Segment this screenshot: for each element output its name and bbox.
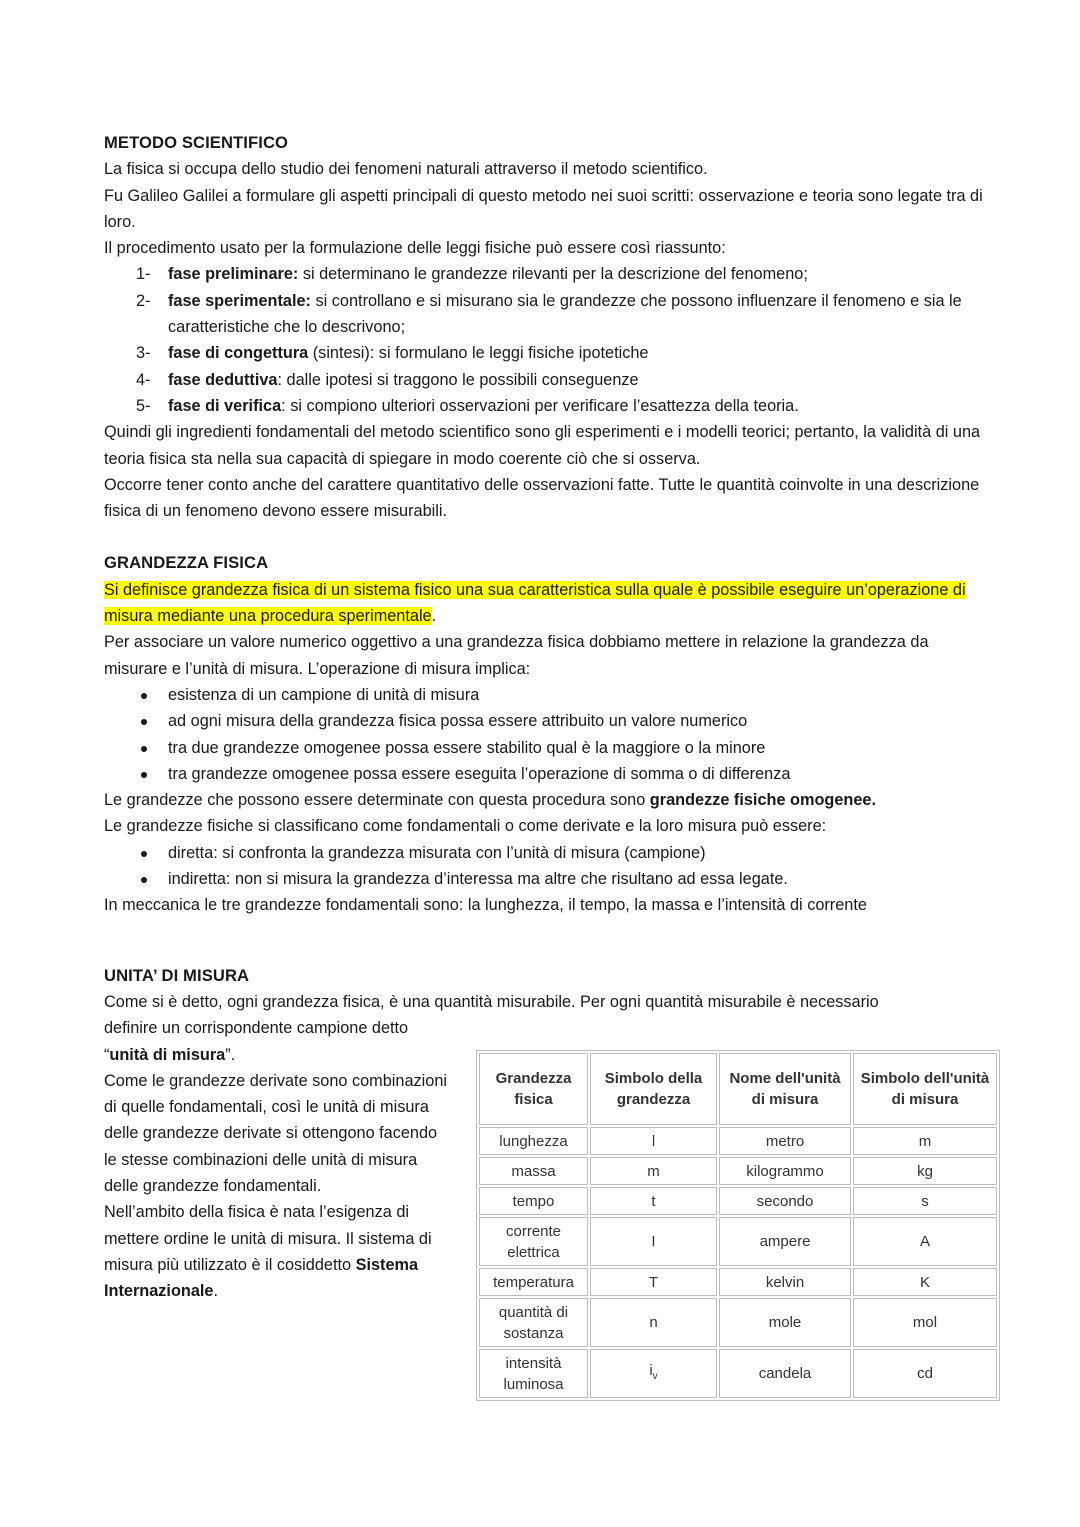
table-cell: kilogrammo (719, 1157, 851, 1185)
table-cell: lunghezza (479, 1127, 588, 1155)
bullet-icon (141, 746, 147, 752)
step-text: : si compiono ulteriori osservazioni per verificare l’esattezza della teoria. (281, 396, 799, 415)
table-header-row (479, 1053, 997, 1125)
table-cell: kg (853, 1157, 997, 1185)
table-row (479, 1268, 997, 1296)
bullet-text: tra grandezze omogenee possa essere eseguita l’operazione di somma o di differenza (168, 764, 791, 783)
table-cell: corrente elettrica (479, 1217, 588, 1266)
unit-text-column (104, 1015, 454, 1304)
units-table (476, 1050, 1000, 1401)
bullet-icon (141, 772, 147, 778)
table-cell: quantità di sostanza (479, 1298, 588, 1347)
table-cell: metro (719, 1127, 851, 1155)
table-cell: temperatura (479, 1268, 588, 1296)
bold-term: unità di misura (109, 1045, 226, 1064)
paragraph: definire un corrispondente campione detto (104, 1019, 409, 1038)
paragraph: Fu Galileo Galilei a formulare gli aspetti principali di questo metodo nei suoi scritti: osservazione e teoria sono legate tra di loro. (104, 186, 983, 231)
list-item (104, 708, 984, 734)
paragraph: In meccanica le tre grandezze fondamentali sono: la lunghezza, il tempo, la massa e l’intensità di corrente (104, 896, 867, 915)
paragraph: Quindi gli ingredienti fondamentali del metodo scientifico sono gli esperimenti e i modelli teorici; pertanto, la validità di una teoria fisica sta nella sua capacità di spiegare in modo coerente ciò che si osserva. (104, 423, 981, 468)
step-label: fase deduttiva (168, 370, 278, 389)
list-item (104, 288, 984, 341)
step-label: fase sperimentale: (168, 291, 311, 310)
table-cell: mole (719, 1298, 851, 1347)
definition-paragraph (104, 577, 984, 630)
list-item (104, 840, 984, 866)
step-text: (sintesi): si formulano le leggi fisiche ipotetiche (308, 344, 649, 363)
table-cell: s (853, 1187, 997, 1215)
table-cell: tempo (479, 1187, 588, 1215)
table-cell: t (590, 1187, 717, 1215)
table-row (479, 1298, 997, 1347)
bullet-list (104, 682, 984, 787)
paragraph-text: Le grandezze che possono essere determinate con questa procedura sono (104, 791, 650, 810)
table-cell: candela (719, 1349, 851, 1398)
table-cell (590, 1349, 717, 1398)
step-text: si controllano e si misurano sia le grandezze che possono influenzare il fenomeno e sia le caratteristiche che lo descrivono; (168, 291, 962, 337)
list-item (104, 735, 984, 761)
table-row (479, 1157, 997, 1185)
list-item (104, 866, 984, 892)
table-cell: I (590, 1217, 717, 1266)
table-cell: K (853, 1268, 997, 1296)
paragraph: Come si è detto, ogni grandezza fisica, è una quantità misurabile. Per ogni quantità misurabile è necessario (104, 992, 879, 1011)
table-cell: n (590, 1298, 717, 1347)
bullet-text: indiretta: non si misura la grandezza d’interessa ma altre che risultano ad essa legate. (168, 870, 788, 889)
list-number: 1- (136, 265, 151, 284)
bullet-icon (141, 877, 147, 883)
table-cell: cd (853, 1349, 997, 1398)
paragraph: La fisica si occupa dello studio dei fenomeni naturali attraverso il metodo scientifico. (104, 160, 708, 179)
quote: ”. (225, 1045, 236, 1064)
period: . (431, 607, 437, 626)
paragraph (104, 787, 984, 813)
paragraph: Il procedimento usato per la formulazione delle leggi fisiche può essere così riassunto: (104, 239, 726, 258)
bullet-text: esistenza di un campione di unità di misura (168, 685, 480, 704)
paragraph: Occorre tener conto anche del carattere quantitativo delle osservazioni fatte. Tutte le quantità coinvolte in una descrizione fisica di un fenomeno devono essere misurabili. (104, 475, 980, 521)
table-header: Simbolo della grandezza (590, 1053, 717, 1125)
section-title-grandezza: GRANDEZZA FISICA (104, 553, 269, 573)
table-row (479, 1217, 997, 1266)
list-number: 5- (136, 396, 151, 415)
bold-term: Sistema Internazionale (104, 1255, 419, 1301)
table-cell: mol (853, 1298, 997, 1347)
bullet-text: tra due grandezze omogenee possa essere stabilito qual è la maggiore o la minore (168, 738, 766, 757)
bold-term: grandezze fisiche omogenee. (649, 791, 876, 810)
table-header: Grandezza fisica (479, 1053, 588, 1125)
bullet-icon (141, 693, 147, 699)
bullet-icon (141, 719, 147, 725)
table-cell: kelvin (719, 1268, 851, 1296)
list-number: 3- (136, 344, 151, 363)
table-cell: ampere (719, 1217, 851, 1266)
table-cell: l (590, 1127, 717, 1155)
list-item (104, 393, 984, 419)
table-cell: intensità luminosa (479, 1349, 588, 1398)
paragraph (104, 1199, 454, 1304)
bullet-text: ad ogni misura della grandezza fisica possa essere attribuito un valore numerico (168, 712, 748, 731)
list-item (104, 261, 984, 287)
highlighted-definition: Si definisce grandezza fisica di un sistema fisico una sua caratteristica sulla quale è possibile eseguire un’operazione di misura mediante una procedura sperimentale (104, 580, 966, 626)
step-label: fase di congettura (168, 344, 309, 363)
section-title-metodo: METODO SCIENTIFICO (104, 133, 289, 152)
symbol-text: i (649, 1362, 653, 1379)
bullet-text: diretta: si confronta la grandezza misurata con l’unità di misura (campione) (168, 843, 706, 862)
list-item (104, 367, 984, 393)
table-cell: T (590, 1268, 717, 1296)
table-header: Simbolo dell'unità di misura (853, 1053, 997, 1125)
table-row (479, 1187, 997, 1215)
paragraph-text: Nell’ambito della fisica è nata l’esigenza di mettere ordine le unità di misura. Il sistema di misura più utilizzato è il cosiddetto (104, 1203, 432, 1274)
bullet-list (104, 840, 984, 893)
period: . (213, 1282, 219, 1301)
steps-list (104, 261, 984, 419)
table-cell: secondo (719, 1187, 851, 1215)
table-row (479, 1127, 997, 1155)
paragraph (104, 1042, 454, 1068)
list-item (104, 340, 984, 366)
symbol-subscript: v (652, 1371, 658, 1382)
table-cell: massa (479, 1157, 588, 1185)
list-number: 2- (136, 291, 151, 310)
bullet-icon (141, 851, 147, 857)
step-text: si determinano le grandezze rilevanti per la descrizione del fenomeno; (298, 265, 808, 284)
table-cell: m (590, 1157, 717, 1185)
step-label: fase di verifica (168, 396, 282, 415)
section-title-unita: UNITA’ DI MISURA (104, 965, 250, 985)
table-header: Nome dell'unità di misura (719, 1053, 851, 1125)
table-row (479, 1349, 997, 1398)
paragraph: Per associare un valore numerico oggettivo a una grandezza fisica dobbiamo mettere in relazione la grandezza da misurare e l’unità di misura. L’operazione di misura implica: (104, 633, 929, 678)
list-item (104, 682, 984, 708)
table-cell: A (853, 1217, 997, 1266)
quote: “ (104, 1045, 110, 1064)
step-text: : dalle ipotesi si traggono le possibili conseguenze (277, 370, 639, 389)
paragraph: Le grandezze fisiche si classificano come fondamentali o come derivate e la loro misura può essere: (104, 817, 827, 836)
paragraph: Come le grandezze derivate sono combinazioni di quelle fondamentali, così le unità di misura delle grandezze derivate si ottengono facendo le stesse combinazioni delle unità di misura delle grandezze fondamentali. (104, 1071, 448, 1195)
list-item (104, 761, 984, 787)
step-label: fase preliminare: (168, 265, 299, 284)
table-cell: m (853, 1127, 997, 1155)
list-number: 4- (136, 370, 151, 389)
